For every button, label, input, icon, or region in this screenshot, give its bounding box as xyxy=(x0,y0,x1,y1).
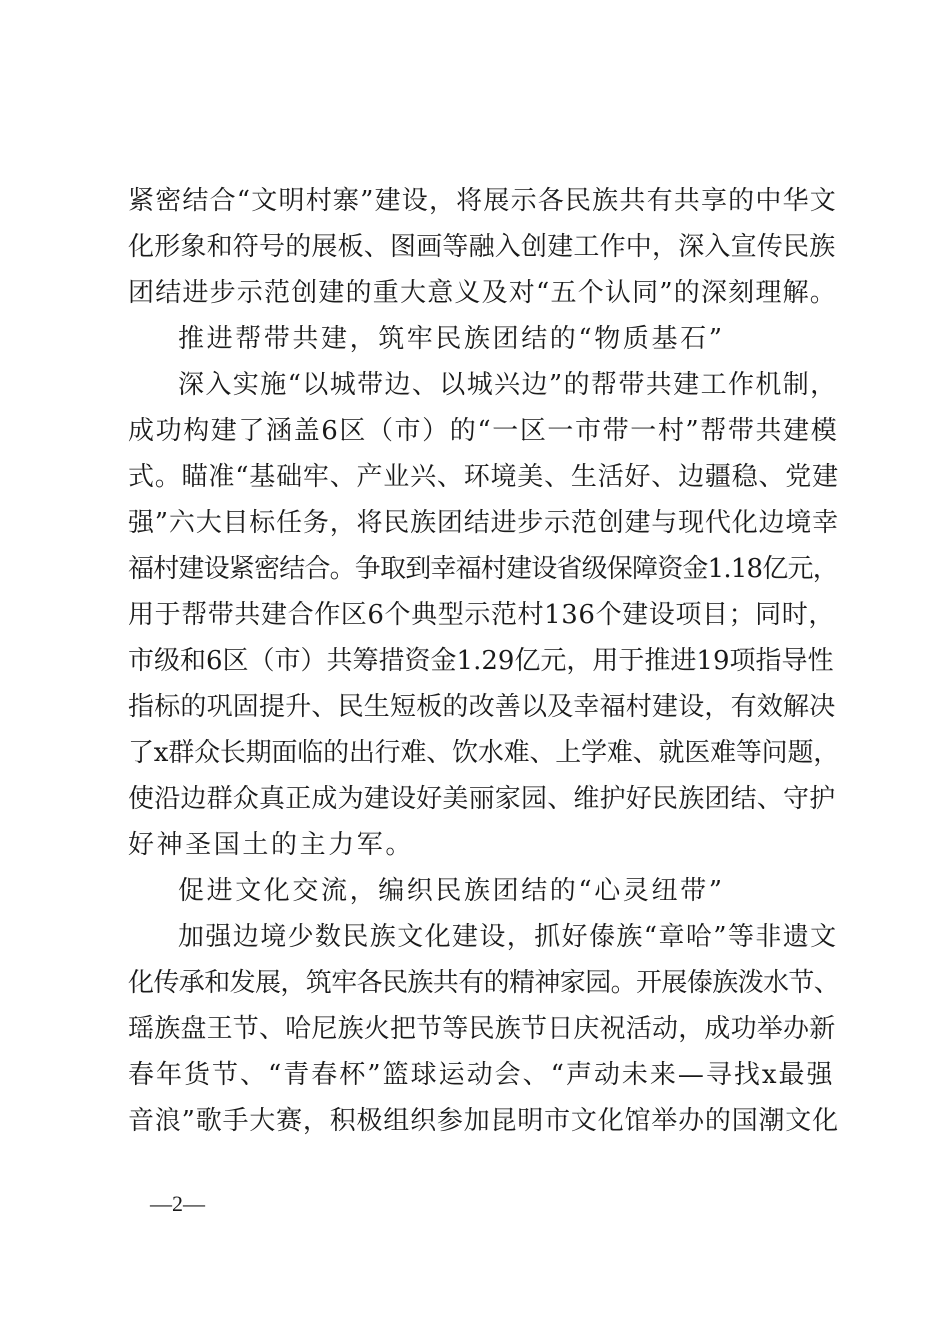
body-text-line: 市级和6区（市）共筹措资金1.29亿元，用于推进19项指导性 xyxy=(128,646,834,676)
section-heading: 促进文化交流，编织民族团结的“心灵纽带” xyxy=(178,876,725,906)
section-heading: 推进帮带共建，筑牢民族团结的“物质基石” xyxy=(178,324,725,354)
body-text-line: 化传承和发展，筑牢各民族共有的精神家园。开展傣族泼水节、 xyxy=(128,968,840,998)
body-text-line: 指标的巩固提升、民生短板的改善以及幸福村建设，有效解决 xyxy=(128,692,836,722)
body-text-line: 音浪”歌手大赛，积极组织参加昆明市文化馆举办的国潮文化 xyxy=(128,1106,839,1136)
body-text-line: 加强边境少数民族文化建设，抓好傣族“章哈”等非遗文 xyxy=(178,922,838,952)
body-text-line: 团结进步示范创建的重大意义及对“五个认同”的深刻理解。 xyxy=(128,278,837,308)
body-text-line: 福村建设紧密结合。争取到幸福村建设省级保障资金1.18亿元， xyxy=(128,554,838,584)
body-text-line: 紧密结合“文明村寨”建设，将展示各民族共有共享的中华文 xyxy=(128,186,837,216)
body-text-line: 化形象和符号的展板、图画等融入创建工作中，深入宣传民族 xyxy=(128,232,836,262)
body-text-line: 瑶族盘王节、哈尼族火把节等民族节日庆祝活动，成功举办新 xyxy=(128,1014,836,1044)
page-number: —2— xyxy=(150,1191,205,1216)
body-text-line: 强”六大目标任务，将民族团结进步示范创建与现代化边境幸 xyxy=(128,508,839,538)
body-text-line: 了x群众长期面临的出行难、饮水难、上学难、就医难等问题， xyxy=(128,738,840,768)
body-text-line: 成功构建了涵盖6区（市）的“一区一市带一村”帮带共建模 xyxy=(128,416,839,446)
body-text-line: 式。瞄准“基础牢、产业兴、环境美、生活好、边疆稳、党建 xyxy=(128,462,839,492)
body-text-line: 好神圣国土的主力军。 xyxy=(128,830,415,860)
body-text-line: 用于帮带共建合作区6个典型示范村136个建设项目；同时， xyxy=(128,600,835,630)
body-text-line: 春年货节、“青春杯”篮球运动会、“声动未来—寻找x最强 xyxy=(128,1060,835,1090)
body-text-line: 使沿边群众真正成为建设好美丽家园、维护好民族团结、守护 xyxy=(128,784,836,814)
body-text-line: 深入实施“以城带边、以城兴边”的帮带共建工作机制， xyxy=(178,370,838,400)
